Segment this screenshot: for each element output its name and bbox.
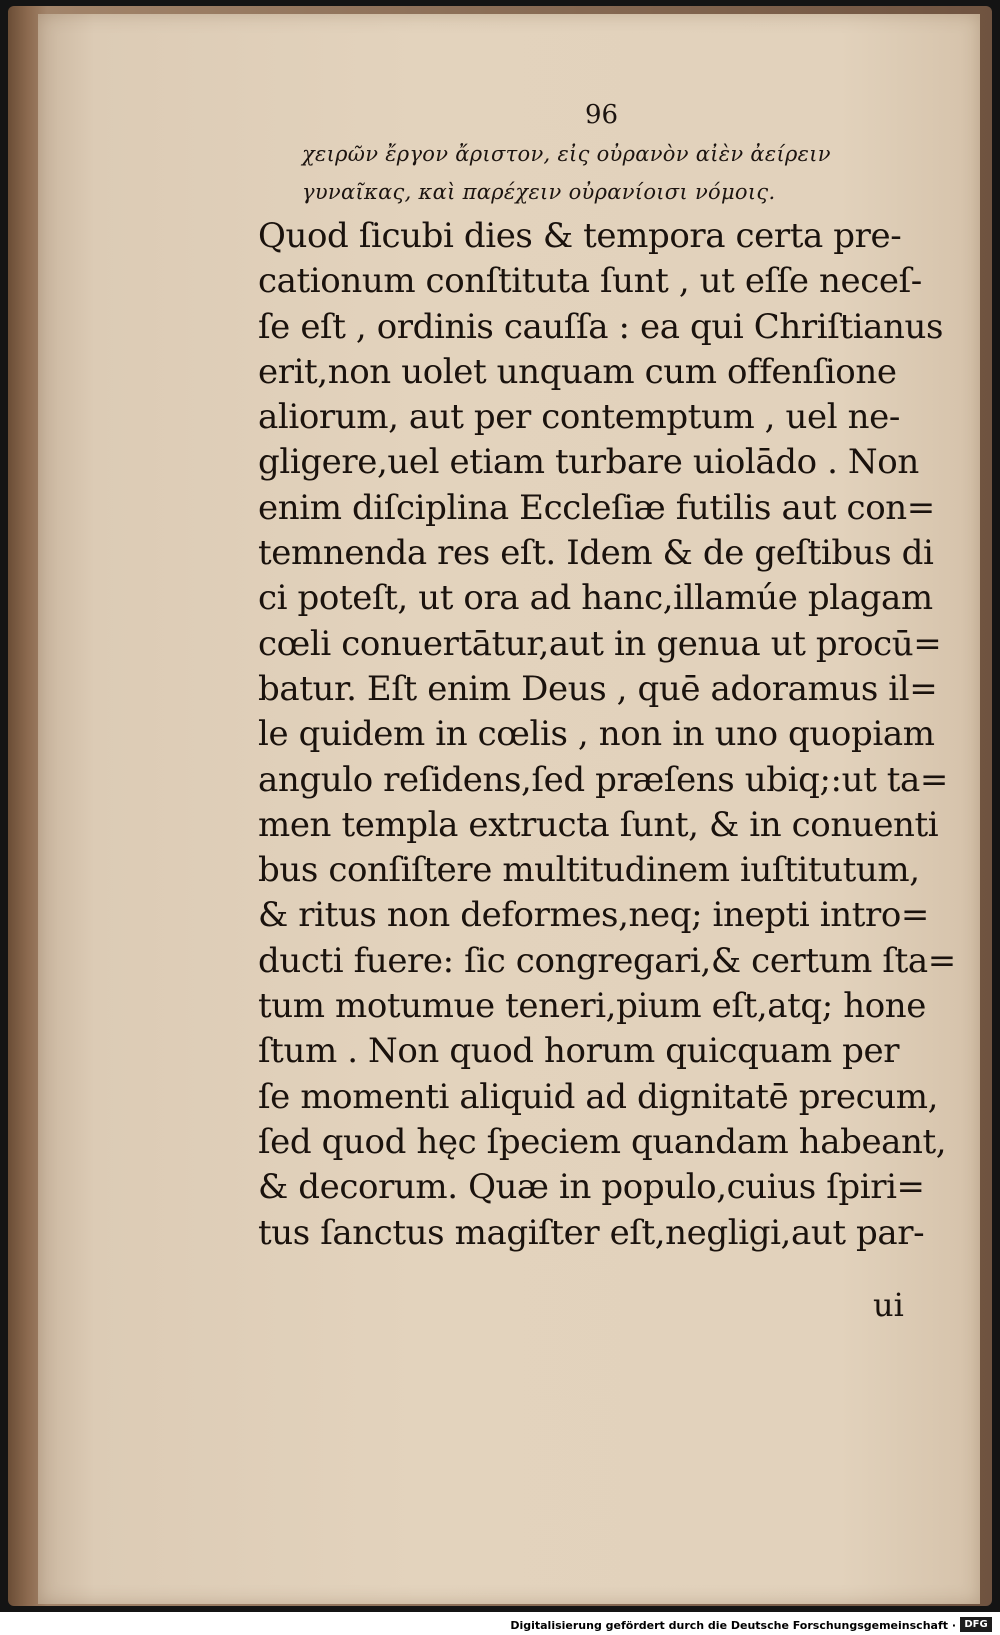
- text-line: ſed quod hęc ſpeciem quandam habeant,: [258, 1121, 947, 1162]
- text-line: erit,non uolet unquam cum offenſione: [258, 351, 897, 392]
- text-line: ſtum . Non quod horum quicquam per: [258, 1031, 900, 1072]
- text-line: ci poteſt, ut ora ad hanc,illamúe plagam: [258, 578, 933, 619]
- greek-verse-line-1: χειρῶν ἔργον ἄριστον, εἰς οὐρανὸν αἰὲν ἀείρειν: [302, 142, 831, 166]
- text-line: temnenda res eſt. Idem & de geſtibus di: [258, 533, 934, 574]
- text-line: gligere,uel etiam turbare uiolādo . Non: [258, 442, 919, 483]
- text-line: cationum conſtituta ſunt , ut eſſe neceſ-: [258, 261, 922, 302]
- page-number: 96: [585, 100, 619, 130]
- text-line: batur. Eſt enim Deus , quē adoramus il=: [258, 668, 938, 709]
- text-line: ſe eſt , ordinis cauſſa : ea qui Chriſtianus: [258, 306, 944, 347]
- dfg-logo: DFG: [960, 1617, 992, 1632]
- text-line: enim diſciplina Eccleſiæ futilis aut con=: [258, 487, 935, 528]
- latin-body-text: [258, 214, 958, 1256]
- text-line: ſe momenti aliquid ad dignitatē precum,: [258, 1076, 939, 1117]
- text-line: bus conſiſtere multitudinem iuſtitutum,: [258, 850, 920, 891]
- greek-verse-line-2: γυναῖκας, καὶ παρέχειν οὐρανίοισι νόμοις.: [302, 180, 776, 204]
- text-line: aliorum, aut per contemptum , uel ne-: [258, 397, 900, 438]
- text-line: le quidem in cœlis , non in uno quopiam: [258, 714, 935, 755]
- text-line: angulo reſidens,ſed præſens ubiq;:ut ta=: [258, 759, 948, 800]
- text-line: men templa extructa ſunt, & in conuenti: [258, 804, 939, 845]
- text-line: cœli conuertātur,aut in genua ut procū=: [258, 623, 942, 664]
- text-line: & ritus non deformes,neq; inepti intro=: [258, 895, 929, 936]
- text-line: & decorum. Quæ in populo,cuius ſpiri=: [258, 1167, 925, 1208]
- text-line: Quod ſicubi dies & tempora certa pre-: [258, 216, 902, 256]
- text-line: tus ſanctus magiſter eſt,negligi,aut par-: [258, 1212, 925, 1253]
- text-line: ducti fuere: ſic congregari,& certum ſta=: [258, 940, 956, 981]
- footer-credit: Digitalisierung gefördert durch die Deutsche Forschungsgemeinschaft ·: [510, 1619, 956, 1632]
- text-line: tum motumue teneri,pium eſt,atq; hone: [258, 986, 926, 1027]
- catchword: ui: [873, 1286, 904, 1324]
